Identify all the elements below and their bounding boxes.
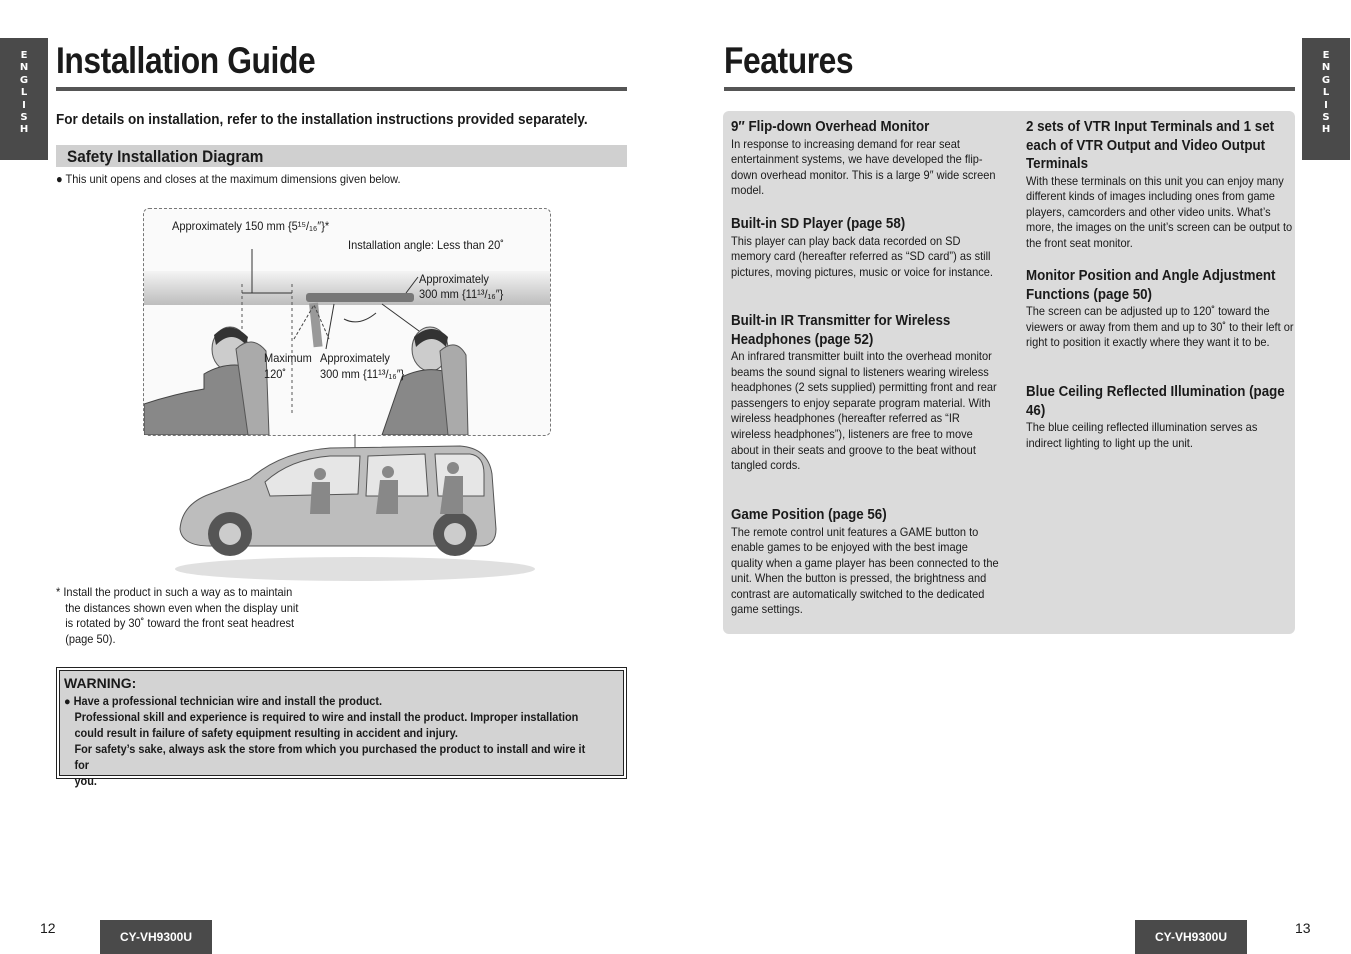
- feature-heading: Game Position (page 56): [731, 507, 887, 523]
- label-approx-300-top-1: Approximately: [419, 272, 489, 286]
- warning-line-2: Professional skill and experience is required to wire and install the product. Improper installation: [74, 712, 579, 724]
- label-approx-300-bottom-1: Approximately: [320, 351, 390, 365]
- feature-body: An infrared transmitter built into the overhead monitor beams the sound signal to listeners wearing wireless headphones (2 sets supplied) permitting front and rear passengers to enjoy separate program material. With wireless headphones (hereafter referred as “IR wireless headphones”), listeners are free to move about in their seats and groove to the beat without tangled cords.: [731, 349, 997, 473]
- model-badge-left: CY-VH9300U: [100, 920, 212, 954]
- label-installation-angle: Installation angle: Less than 20˚: [348, 238, 504, 252]
- warning-line-3: could result in failure of safety equipment resulting in accident and injury.: [74, 728, 458, 740]
- feature-game-position: [731, 506, 1001, 618]
- warning-box: [59, 670, 624, 788]
- feature-body: This player can play back data recorded on SD memory card (hereafter referred as “SD card”) as still pictures, moving pictures, music or voice for instance.: [731, 233, 993, 279]
- label-maximum: Maximum: [264, 351, 312, 365]
- footnote-line-2: the distances shown even when the display unit: [65, 600, 299, 615]
- page-title-features: Features: [724, 40, 854, 81]
- page-number-left: 12: [40, 920, 56, 936]
- label-approx-300-bottom-2: 300 mm {11¹³/₁₆″}: [320, 367, 405, 381]
- feature-heading: 9″ Flip-down Overhead Monitor: [731, 119, 930, 135]
- feature-heading: Blue Ceiling Reflected Illumination (page 46): [1026, 384, 1285, 419]
- installation-intro: For details on installation, refer to the installation instructions provided separately.: [56, 111, 588, 128]
- feature-monitor-position: [1026, 267, 1296, 351]
- warning-line-5: you.: [74, 776, 97, 788]
- feature-body: The remote control unit features a GAME button to enable games to be enjoyed with the best image quality when a game player has been connected to the unit. When the button is pressed, the brightness and contrast are automatically switched to the dedicated game settings.: [731, 524, 999, 617]
- feature-sd-player: [731, 215, 1001, 280]
- section-title-safety-diagram: Safety Installation Diagram: [67, 147, 264, 166]
- feature-heading: Built-in SD Player (page 58): [731, 216, 906, 232]
- feature-heading: Built-in IR Transmitter for Wireless Headphones (page 52): [731, 313, 951, 348]
- language-tab-left: E N G L I S H: [0, 38, 48, 160]
- feature-ir-transmitter: [731, 312, 1001, 474]
- van-illustration: [170, 434, 540, 584]
- feature-heading: Monitor Position and Angle Adjustment Functions (page 50): [1026, 268, 1276, 303]
- title-rule: [56, 87, 627, 91]
- footnote-line-1: * Install the product in such a way as to maintain: [56, 585, 293, 599]
- label-approx-150mm: Approximately 150 mm {5¹⁵/₁₆″}*: [172, 219, 330, 233]
- feature-heading: 2 sets of VTR Input Terminals and 1 set each of VTR Output and Video Output Terminals: [1026, 119, 1275, 172]
- warning-title: WARNING:: [64, 675, 137, 691]
- label-approx-300-top-2: 300 mm {11¹³/₁₆″}: [419, 287, 504, 301]
- footnote-line-3: is rotated by 30˚ toward the front seat headrest: [65, 616, 295, 631]
- unit-dimensions-note: ● This unit opens and closes at the maximum dimensions given below.: [56, 172, 401, 186]
- page-number-right: 13: [1295, 920, 1311, 936]
- features-title-rule: [724, 87, 1295, 91]
- footnote-line-4: (page 50).: [65, 632, 116, 647]
- feature-vtr-terminals: [1026, 118, 1296, 251]
- warning-line-1: ● Have a professional technician wire and install the product.: [64, 696, 383, 708]
- feature-flip-down-monitor: [731, 118, 1001, 199]
- feature-body: With these terminals on this unit you can enjoy many different kinds of images including ones from game players, camcorders and other video units. What’s more, the images on the unit’s screen can be output to the front seat monitor.: [1026, 173, 1293, 250]
- label-max-angle: 120˚: [264, 367, 287, 381]
- feature-blue-ceiling: [1026, 383, 1296, 451]
- feature-body: The blue ceiling reflected illumination serves as indirect lighting to light up the unit.: [1026, 420, 1258, 450]
- warning-line-4: For safety’s sake, always ask the store from which you purchased the product to install and wire it for: [74, 744, 586, 772]
- page-title-installation-guide: Installation Guide: [56, 40, 316, 81]
- footnote: [56, 585, 314, 648]
- feature-body: The screen can be adjusted up to 120˚ toward the viewers or away from them and up to 30˚ to their left or right to position it exactly where they want it to be.: [1026, 304, 1294, 350]
- language-tab-right: E N G L I S H: [1302, 38, 1350, 160]
- model-badge-right: CY-VH9300U: [1135, 920, 1247, 954]
- feature-body: In response to increasing demand for rear seat entertainment systems, we have developed the flip-down overhead monitor. This is a large 9″ wide screen model.: [731, 136, 996, 198]
